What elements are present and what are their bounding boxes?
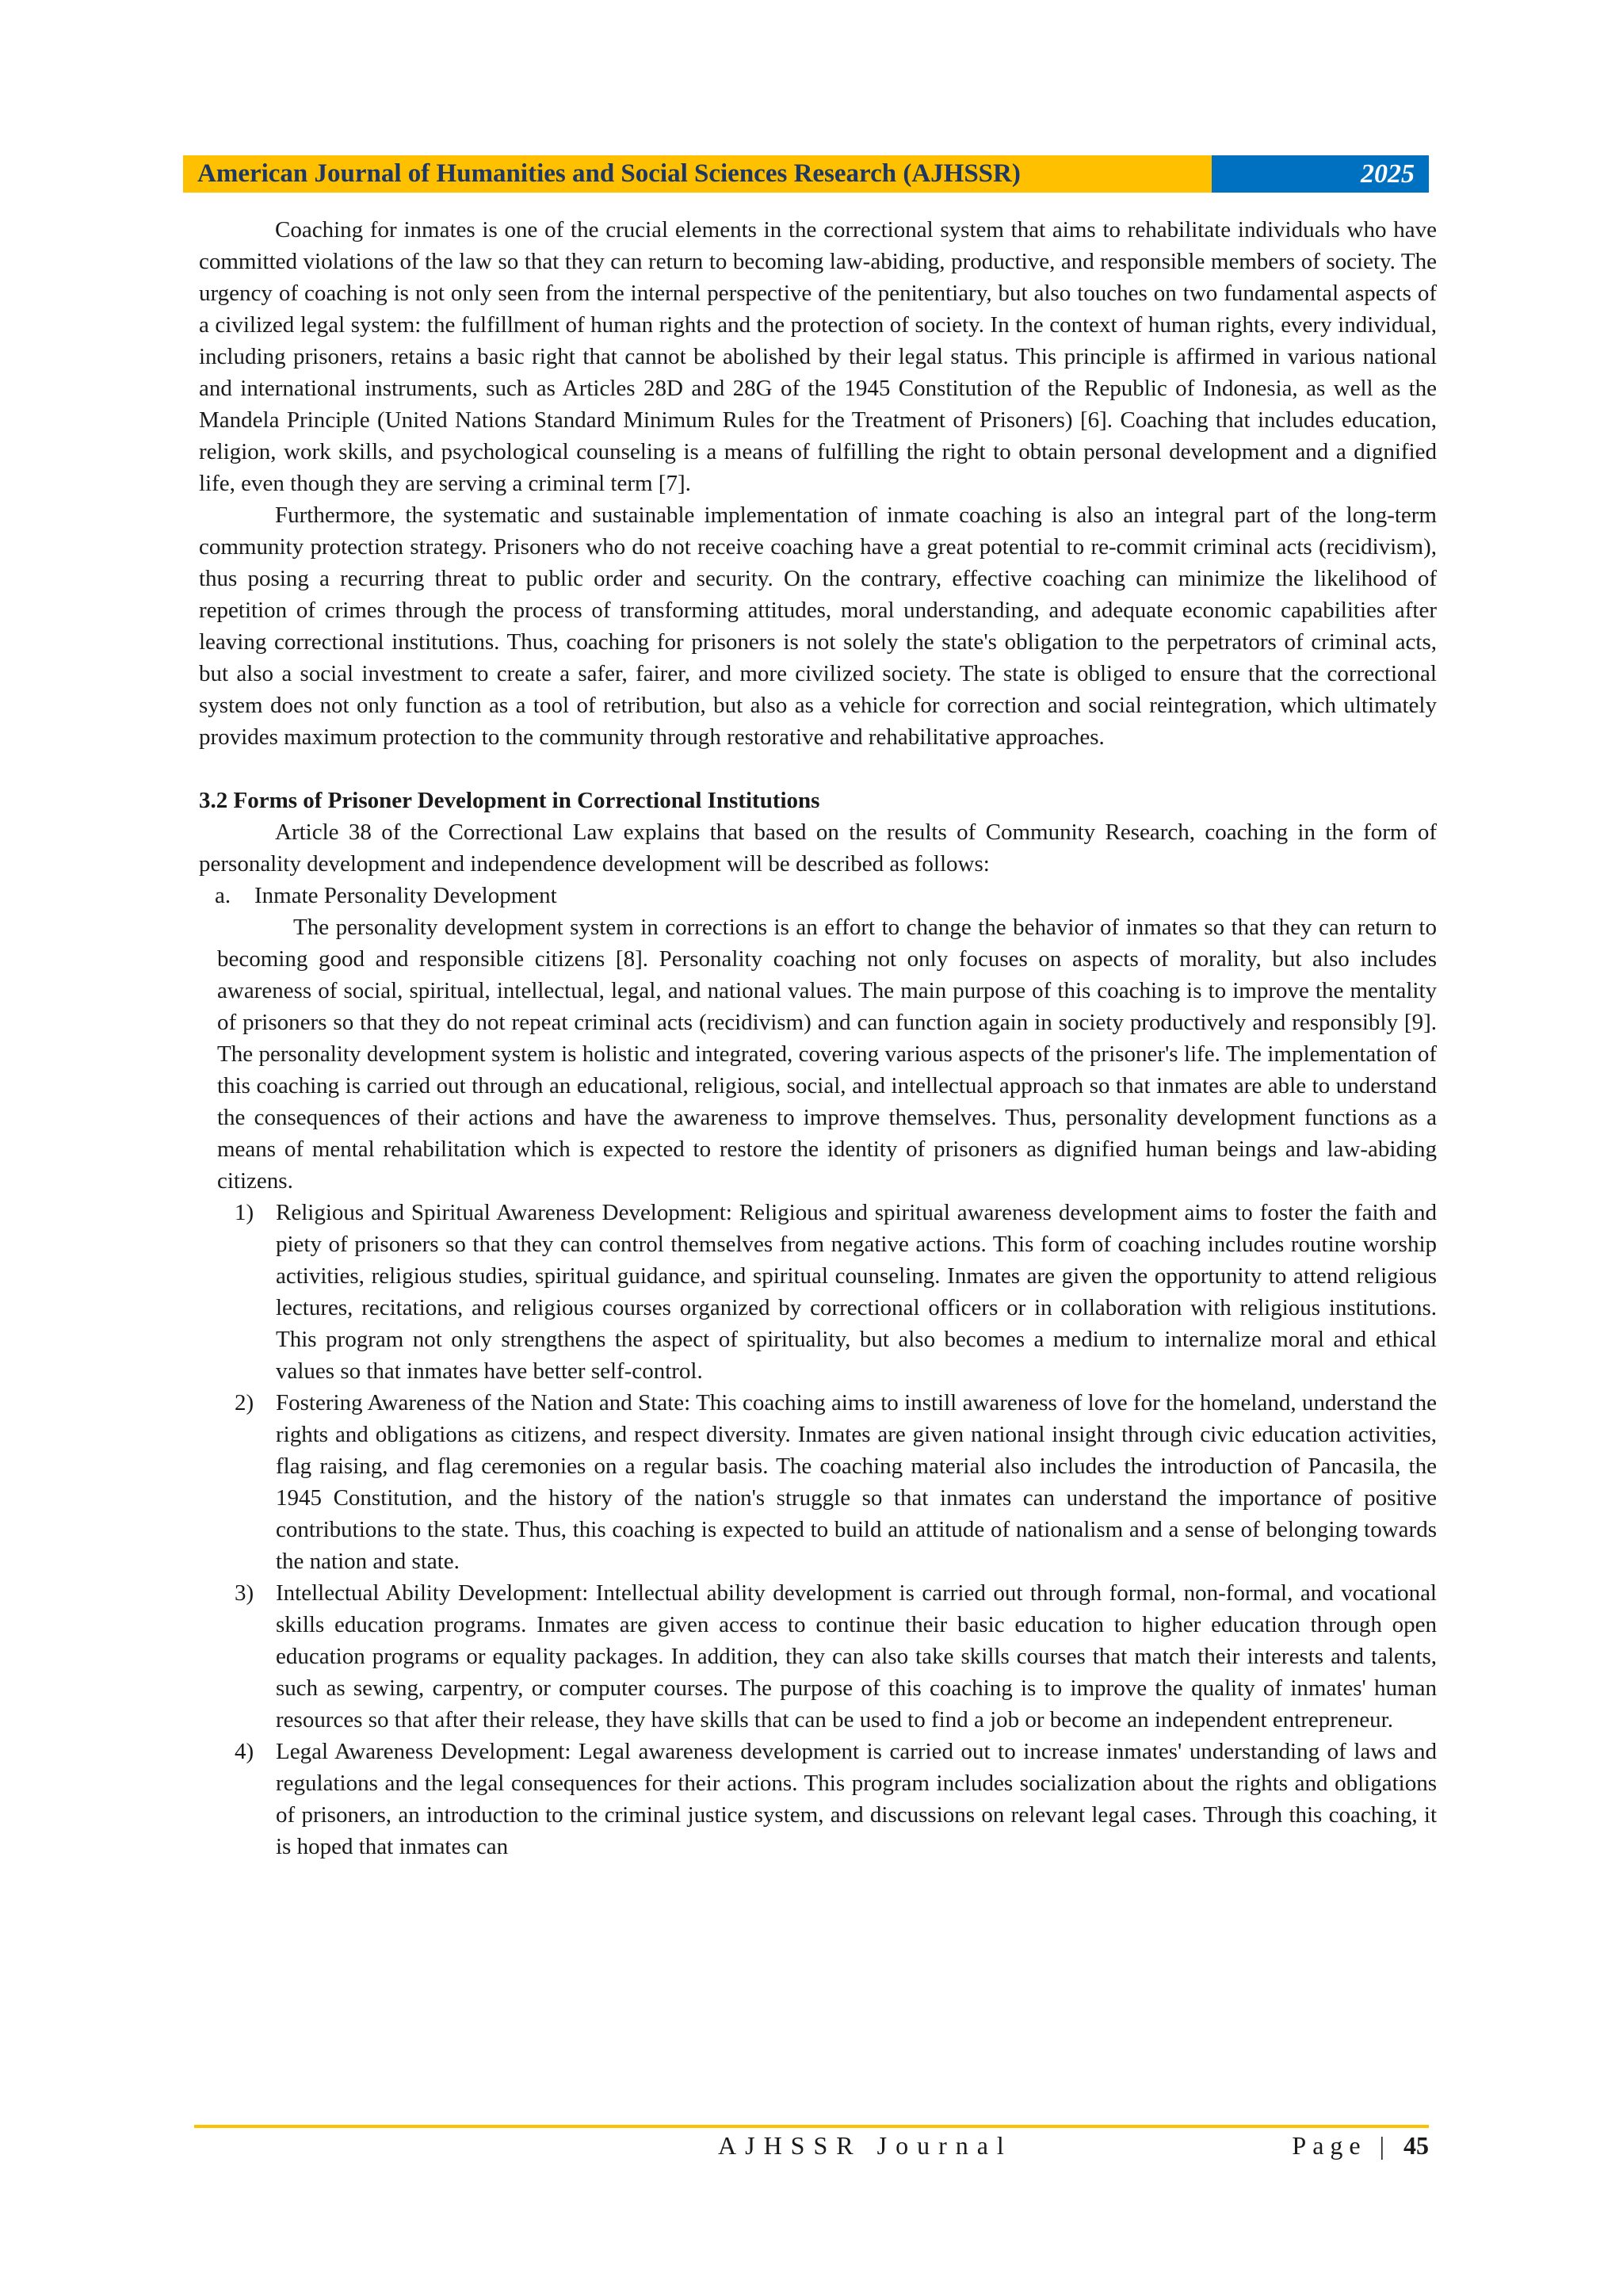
footer-page-number bbox=[1292, 2128, 1429, 2163]
list-item-number: 2) bbox=[235, 1390, 254, 1415]
journal-header bbox=[183, 155, 1429, 193]
list-item-number: 4) bbox=[235, 1739, 254, 1764]
list-item bbox=[199, 1736, 1437, 1862]
list-item-text: Religious and Spiritual Awareness Development: Religious and spiritual awareness development aims to foster the faith and piety of prisoners so that they can control themselves from negative actions. This form of coaching includes routine worship activities, religious studies, spiritual guidance, and spiritual counseling. Inmates are given the opportunity to attend religious lectures, recitations, and religious courses organized by correctional officers or in collaboration with religious institutions. This program not only strengthens the aspect of spirituality, but also becomes a medium to internalize moral and ethical values so that inmates have better self-control. bbox=[276, 1200, 1437, 1384]
article-body bbox=[199, 214, 1437, 1862]
journal-title: American Journal of Humanities and Social Sciences Research (AJHSSR) bbox=[183, 155, 1212, 193]
list-item-number: 3) bbox=[235, 1580, 254, 1606]
paragraph-personality-development: The personality development system in corrections is an effort to change the behavior of inmates so that they can return to becoming good and responsible citizens [8]. Personality coaching not only focuses on aspects of morality, but also includes awareness of social, spiritual, intellectual, legal, and national values. The main purpose of this coaching is to improve the mentality of prisoners so that they do not repeat criminal acts (recidivism) and can function again in society productively and responsibly [9]. The personality development system is holistic and integrated, covering various aspects of the prisoner's life. The implementation of this coaching is carried out through an educational, religious, social, and intellectual approach so that inmates are able to understand the consequences of their actions and have the awareness to improve themselves. Thus, personality development functions as a means of mental rehabilitation which is expected to restore the identity of prisoners as dignified human beings and law-abiding citizens. bbox=[217, 915, 1437, 1194]
list-item-number: 1) bbox=[235, 1200, 254, 1225]
subsection-a bbox=[215, 880, 1437, 911]
list-item bbox=[199, 1197, 1437, 1387]
publication-year: 2025 bbox=[1212, 155, 1429, 193]
development-list bbox=[199, 1197, 1437, 1862]
list-item-text: Fostering Awareness of the Nation and State: This coaching aims to instill awareness of love for the homeland, understand the rights and obligations as citizens, and respect diversity. Inmates are given national insight through civic education activities, flag raising, and flag ceremonies on a regular basis. The coaching material also includes the introduction of Pancasila, the 1945 Constitution, and the history of the nation's struggle so that inmates can understand the importance of positive contributions to the state. Thus, this coaching is expected to build an attitude of nationalism and a sense of belonging towards the nation and state. bbox=[276, 1390, 1437, 1574]
page-number: 45 bbox=[1403, 2131, 1429, 2160]
subsection-a-title: Inmate Personality Development bbox=[254, 883, 557, 908]
paragraph-coaching-intro: Coaching for inmates is one of the crucial elements in the correctional system that aims to rehabilitate individuals who have committed violations of the law so that they can return to becoming law-abiding, productive, and responsible members of society. The urgency of coaching is not only seen from the internal perspective of the penitentiary, but also touches on two fundamental aspects of a civilized legal system: the fulfillment of human rights and the protection of society. In the context of human rights, every individual, including prisoners, retains a basic right that cannot be abolished by their legal status. This principle is affirmed in various national and international instruments, such as Articles 28D and 28G of the 1945 Constitution of the Republic of Indonesia, as well as the Mandela Principle (United Nations Standard Minimum Rules for the Treatment of Prisoners) [6]. Coaching that includes education, religion, work skills, and psychological counseling is a means of fulfilling the right to obtain personal development and a dignified life, even though they are serving a criminal term [7]. bbox=[199, 217, 1437, 496]
section-heading: 3.2 Forms of Prisoner Development in Correctional Institutions bbox=[199, 788, 820, 813]
paragraph-article-38: Article 38 of the Correctional Law explains that based on the results of Community Research, coaching in the form of personality development and independence development will be described as follows: bbox=[199, 819, 1437, 877]
page-label: Page | bbox=[1292, 2131, 1403, 2160]
list-item-text: Legal Awareness Development: Legal awareness development is carried out to increase inmates' understanding of laws and regulations and the legal consequences for their actions. This program includes socialization about the rights and obligations of prisoners, an introduction to the criminal justice system, and discussions on relevant legal cases. Through this coaching, it is hoped that inmates can bbox=[276, 1739, 1437, 1859]
footer-journal-name: AJHSSR Journal bbox=[718, 2131, 1013, 2160]
subsection-a-label: a. bbox=[215, 883, 231, 908]
paragraph-community-protection: Furthermore, the systematic and sustainable implementation of inmate coaching is also an integral part of the long-term community protection strategy. Prisoners who do not receive coaching have a great potential to re-commit criminal acts (recidivism), thus posing a recurring threat to public order and security. On the contrary, effective coaching can minimize the likelihood of repetition of crimes through the process of transforming attitudes, moral understanding, and adequate economic capabilities after leaving correctional institutions. Thus, coaching for prisoners is not solely the state's obligation to the perpetrators of criminal acts, but also a social investment to create a safer, fairer, and more civilized society. The state is obliged to ensure that the correctional system does not only function as a tool of retribution, but also as a vehicle for correction and social reintegration, which ultimately provides maximum protection to the community through restorative and rehabilitative approaches. bbox=[199, 502, 1437, 750]
list-item bbox=[199, 1577, 1437, 1736]
list-item bbox=[199, 1387, 1437, 1577]
list-item-text: Intellectual Ability Development: Intellectual ability development is carried out through formal, non-formal, and vocational skills education programs. Inmates are given access to continue their basic education to higher education through open education programs or equality packages. In addition, they can also take skills courses that match their interests and talents, such as sewing, carpentry, or computer courses. The purpose of this coaching is to improve the quality of inmates' human resources so that after their release, they have skills that can be used to find a job or become an independent entrepreneur. bbox=[276, 1580, 1437, 1733]
